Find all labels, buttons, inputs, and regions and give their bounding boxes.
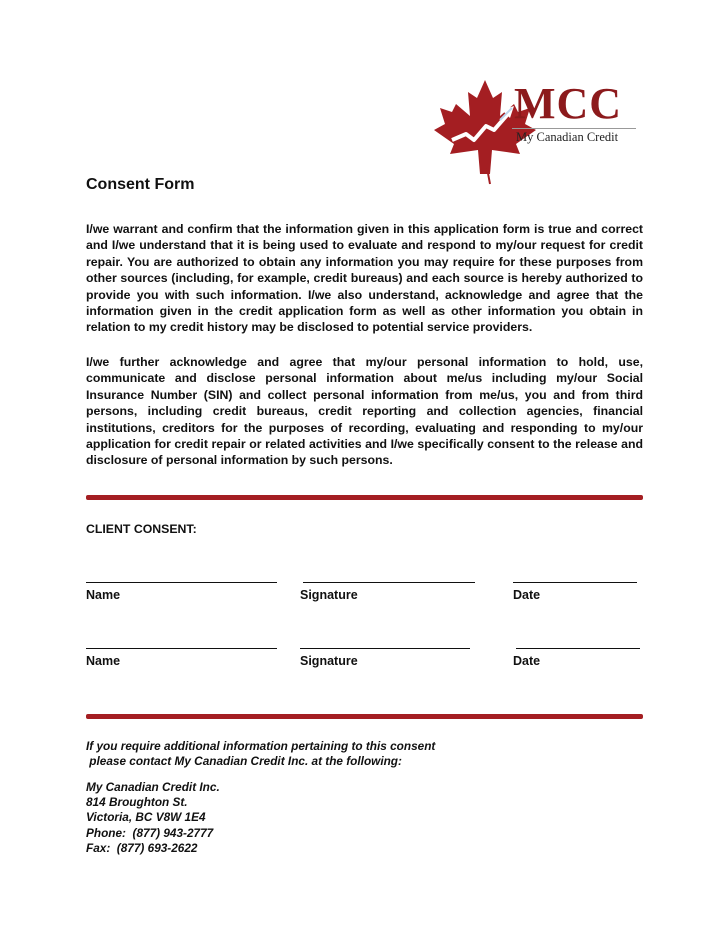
signature-label-1: Signature (300, 588, 358, 602)
date-label-1: Date (513, 588, 541, 602)
contact-intro-line-1: If you require additional information pertaining to this consent (86, 739, 436, 753)
signature-label-2: Signature (300, 654, 358, 668)
form-title: Consent Form (86, 176, 195, 193)
company-name: My Canadian Credit Inc. (86, 780, 220, 794)
logo-subtitle: My Canadian Credit (516, 130, 619, 144)
name-label-2: Name (86, 654, 121, 668)
street-address: 814 Broughton St. (86, 795, 188, 810)
name-label-1: Name (86, 588, 121, 602)
name-line-1[interactable] (86, 582, 277, 583)
section-divider-top (86, 495, 643, 500)
contact-address (86, 780, 220, 856)
contact-intro (86, 739, 435, 769)
date-label-2: Date (513, 654, 541, 668)
logo-divider (512, 128, 636, 129)
signature-line-1[interactable] (303, 582, 475, 583)
client-consent-heading: CLIENT CONSENT: (86, 522, 197, 536)
section-divider-bottom (86, 714, 643, 719)
name-line-2[interactable] (86, 648, 277, 649)
city-address: Victoria, BC V8W 1E4 (86, 810, 206, 825)
date-line-2[interactable] (516, 648, 640, 649)
fax-number: Fax: (877) 693-2622 (86, 840, 198, 855)
company-logo (430, 78, 645, 186)
consent-paragraph-1: I/we warrant and confirm that the information given in this application form is true and correct and I/we understand that it is being used to evaluate and respond to my/our request for credit repair. You are authorized to obtain any information you may require for these purposes from other sources (including, for example, credit bureaus) and each source is hereby authorized to provide you with such information. I/we also understand, acknowledge and agree that the information given in the credit application form as well as other information you obtain in relation to my credit history may be disclosed to potential service providers. (86, 222, 643, 335)
consent-paragraph-2: I/we further acknowledge and agree that my/our personal information to hold, use, communicate and disclose personal information about me/us including my/our Social Insurance Number (SIN) and collect personal information from me/us, you and from third persons, including credit bureaus, credit reporting and collection agencies, financial institutions, creditors for the purposes of recording, evaluating and responding to my/our application for credit repair or related activities and I/we specifically consent to the release and disclosure of personal information by such persons. (86, 355, 643, 468)
signature-line-2[interactable] (300, 648, 470, 649)
logo-brand: MCC (514, 79, 623, 128)
contact-intro-line-2: please contact My Canadian Credit Inc. at the following: (86, 754, 402, 769)
phone-number: Phone: (877) 943-2777 (86, 825, 214, 840)
date-line-1[interactable] (513, 582, 637, 583)
